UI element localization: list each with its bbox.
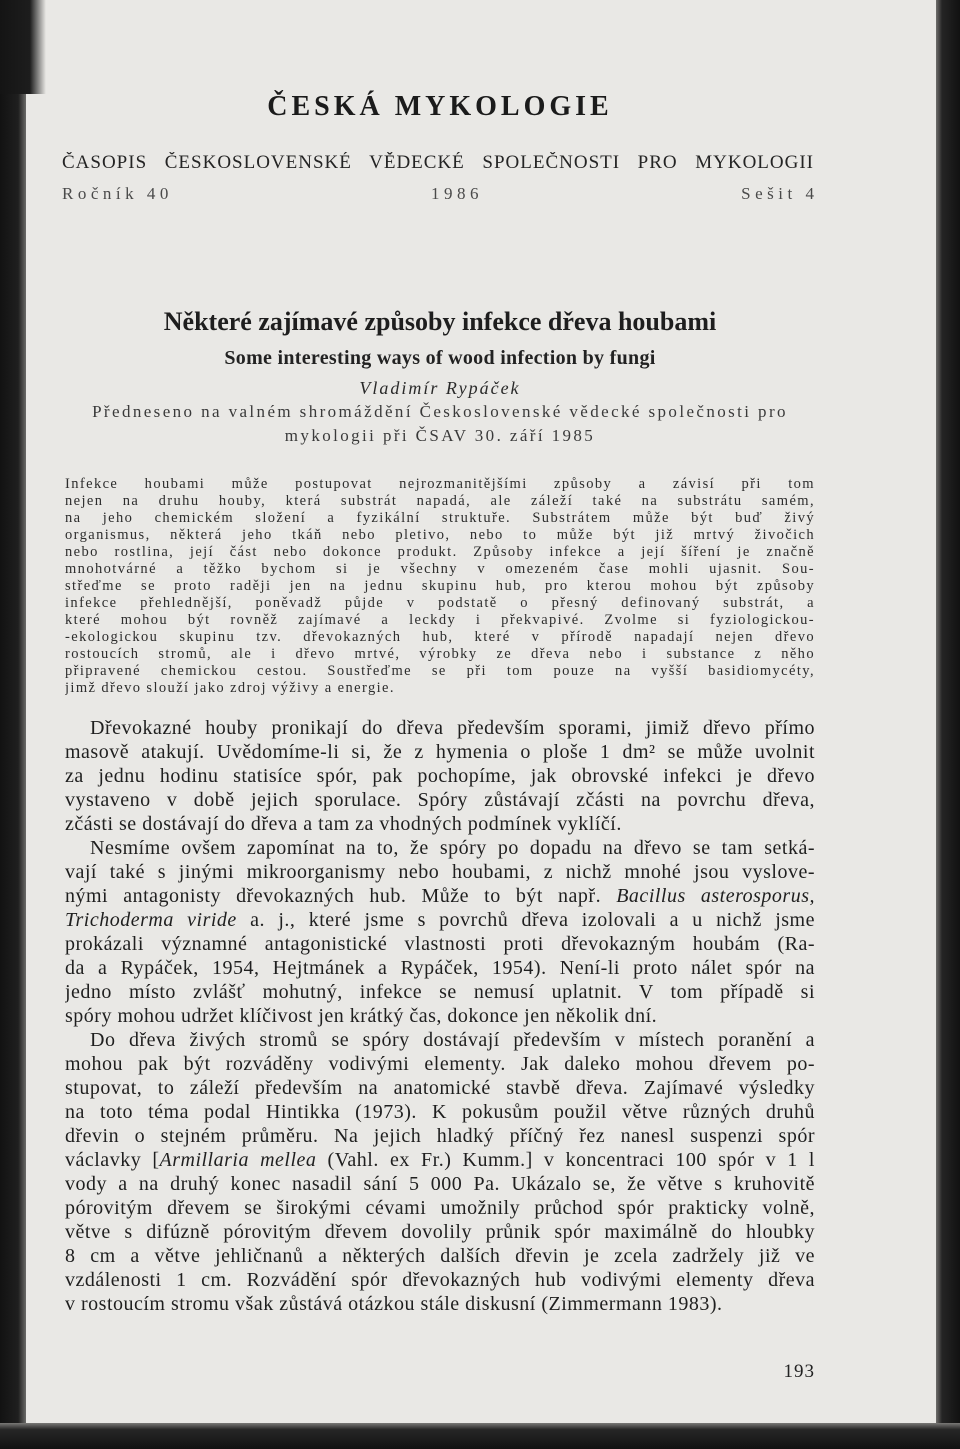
body-line	[65, 1196, 815, 1220]
body-line	[65, 740, 815, 764]
taxon-name: Bacillus asterosporus,	[616, 885, 815, 907]
body-text-run: zčásti se dostávají do dřeva a tam za vhodných podmínek vyklíčí.	[65, 813, 622, 835]
body-line	[65, 860, 815, 884]
body-line	[65, 1100, 815, 1124]
scan-border-bottom	[0, 1423, 960, 1449]
journal-subtitle: ČASOPIS ČESKOSLOVENSKÉ VĚDECKÉ SPOLEČNOSTI PRO MYKOLOGII	[62, 152, 814, 173]
body-line	[65, 1220, 815, 1244]
body-line	[65, 764, 815, 788]
taxon-name: Trichoderma viride	[65, 909, 237, 931]
body-text-run: 8 cm a větve jehličnanů a některých dalších dřevin je zcela zadržely již ve	[65, 1245, 815, 1267]
body-text-run: masově atakují. Uvědomíme-li si, že z hymenia o ploše 1 dm² se může uvolnit	[65, 741, 815, 763]
scan-shadow-top-left	[0, 0, 46, 94]
taxon-name: Armillaria mellea	[159, 1149, 317, 1171]
paragraph	[65, 836, 815, 1028]
body-text-run: spóry mohou udržet klíčivost jen krátký čas, dokonce jen několik dní.	[65, 1005, 658, 1027]
body-text-run: pórovitým dřevem se širokými cévami umožnily průchod spór prakticky volně,	[65, 1197, 815, 1219]
body-line	[65, 884, 815, 908]
note-line: mykologii při ČSAV 30. září 1985	[284, 426, 596, 445]
abstract-line: Infekce houbami může postupovat nejrozmanitějšími způsoby a závisí při tom	[65, 476, 815, 492]
scan-border-left	[0, 0, 26, 1449]
body-line	[65, 1148, 815, 1172]
body-line	[65, 1244, 815, 1268]
article-title: Některé zajímavé způsoby infekce dřeva houbami	[163, 307, 717, 336]
body-line	[65, 956, 815, 980]
body-line	[65, 908, 815, 932]
abstract-line: střeďme se proto raději jen na jednu skupinu hub, pro kterou mohou být způsoby	[65, 578, 815, 594]
body-text-run: (Vahl. ex Fr.) Kumm.] v koncentraci 100 spór v 1 l	[316, 1149, 815, 1171]
abstract-line: které mohou být rovněž zajímavé a leckdy i překvapivé. Zvolme si fyziologickou-	[65, 612, 815, 628]
abstract-line: infekce přehlednější, poněvadž půjde v podstatě o přesný definovaný substrát, a	[65, 595, 815, 611]
body-text	[65, 716, 815, 1316]
body-text-run: mohou pak být rozváděny vodivými elementy. Jak daleko mohou dřevem po-	[65, 1053, 815, 1075]
body-text-run: za jednu hodinu statisíce spór, pak pochopíme, jak obrovské infekci je dřevo	[65, 765, 815, 787]
abstract-line: na jeho chemickém složení a fyzikální struktuře. Substrátem může být buď živý	[65, 510, 815, 526]
abstract-line: připravené chemickou cestou. Soustřeďme se při tom pouze na vyšší basidiomycéty,	[65, 663, 815, 679]
abstract-line: mnohotvárné a těžko bychom si je všechny v omezeném čase mohli ujasnit. Sou-	[65, 561, 815, 577]
article-title-english: Some interesting ways of wood infection by fungi	[224, 347, 656, 369]
body-text-run: v rostoucím stromu však zůstává otázkou stále diskusní (Zimmermann 1983).	[65, 1293, 723, 1315]
paragraph	[65, 716, 815, 836]
abstract-line: nebo rostlina, její část nebo dokonce produkt. Způsoby infekce a její šíření je značně	[65, 544, 815, 560]
abstract-line: organismus, některá jeho tkáň nebo pletivo, nebo to může být již mrtvý živočich	[65, 527, 815, 543]
presentation-note	[65, 400, 815, 448]
issue-info	[62, 184, 819, 204]
body-line	[65, 1076, 815, 1100]
body-line	[65, 1004, 815, 1028]
body-text-run: vají také s jinými mikroorganismy nebo houbami, z nichž mnohé jsou vyslove-	[65, 861, 815, 883]
body-text-run: Do dřeva živých stromů se spóry dostávají především v místech poranění a	[90, 1029, 815, 1051]
abstract-line: jimž dřevo slouží jako zdroj výživy a energie.	[65, 680, 395, 696]
body-text-run: jedno místo zvlášť mohutný, infekce se nemusí uplatnit. V tom případě si	[65, 981, 815, 1003]
issue-label: Sešit 4	[741, 184, 819, 203]
volume-label: Ročník 40	[62, 184, 173, 203]
body-text-run: vystaveno v době jejich sporulace. Spóry zůstávají zčásti na povrchu dřeva,	[65, 789, 815, 811]
page-number: 193	[783, 1361, 815, 1382]
author-name: Vladimír Rypáček	[359, 378, 521, 398]
body-line	[65, 788, 815, 812]
body-line	[65, 812, 815, 836]
scan-border-right	[936, 0, 960, 1449]
body-text-run: Nesmíme ovšem zapomínat na to, že spóry po dopadu na dřevo se tam setká-	[90, 837, 815, 859]
body-line	[65, 980, 815, 1004]
abstract-line: -ekologickou skupinu tzv. dřevokazných hub, které v přírodě napadají nejen dřevo	[65, 629, 815, 645]
body-line	[65, 1028, 815, 1052]
body-line	[65, 716, 815, 740]
body-text-run: stupovat, to záleží především na anatomické stavbě dřeva. Zajímavé výsledky	[65, 1077, 815, 1099]
body-line	[65, 1124, 815, 1148]
year-label: 1986	[431, 184, 484, 203]
body-line	[65, 932, 815, 956]
journal-title: ČESKÁ MYKOLOGIE	[267, 91, 613, 122]
body-text-run: na toto téma podal Hintikka (1973). K pokusům použil větve různých druhů	[65, 1101, 815, 1123]
body-text-run: větve s difúzně pórovitým dřevem dovolily průnik spór maximálně do hloubky	[65, 1221, 815, 1243]
body-text-run: vzdálenosti 1 cm. Rozvádění spór dřevokazných hub vodivými elementy dřeva	[65, 1269, 815, 1291]
abstract	[65, 476, 815, 697]
abstract-line: rostoucích stromů, ale i dřevo mrtvé, výrobky ze dřeva nebo i substance z něho	[65, 646, 815, 662]
body-line	[65, 1292, 815, 1316]
note-line: Předneseno na valném shromáždění Československé vědecké společnosti pro	[92, 402, 788, 421]
body-line	[65, 1052, 815, 1076]
body-line	[65, 1268, 815, 1292]
body-text-run: václavky [	[65, 1149, 160, 1171]
body-text-run: prokázali významné antagonistické vlastnosti proti dřevokazným houbám (Ra-	[65, 933, 815, 955]
body-text-run: da a Rypáček, 1954, Hejtmánek a Rypáček, 1954). Není-li proto nálet spór na	[65, 957, 815, 979]
abstract-line: nejen na druhu houby, která substrát napadá, ale záleží také na substrátu samém,	[65, 493, 815, 509]
body-text-run: nými antagonisty dřevokazných hub. Může to být např.	[65, 885, 617, 907]
body-line	[65, 836, 815, 860]
body-line	[65, 1172, 815, 1196]
paragraph	[65, 1028, 815, 1316]
body-text-run: vody a na druhý konec nasadil sání 5 000 Pa. Ukázalo se, že větve s kruhovitě	[65, 1173, 815, 1195]
body-text-run: a. j., které jsme s povrchů dřeva izolovali a u nichž jsme	[236, 909, 815, 931]
body-text-run: dřevin o stejném průměru. Na jejich hladký příčný řez nanesl suspenzi spór	[65, 1125, 815, 1147]
body-text-run: Dřevokazné houby pronikají do dřeva především sporami, jimiž dřevo přímo	[90, 717, 815, 739]
